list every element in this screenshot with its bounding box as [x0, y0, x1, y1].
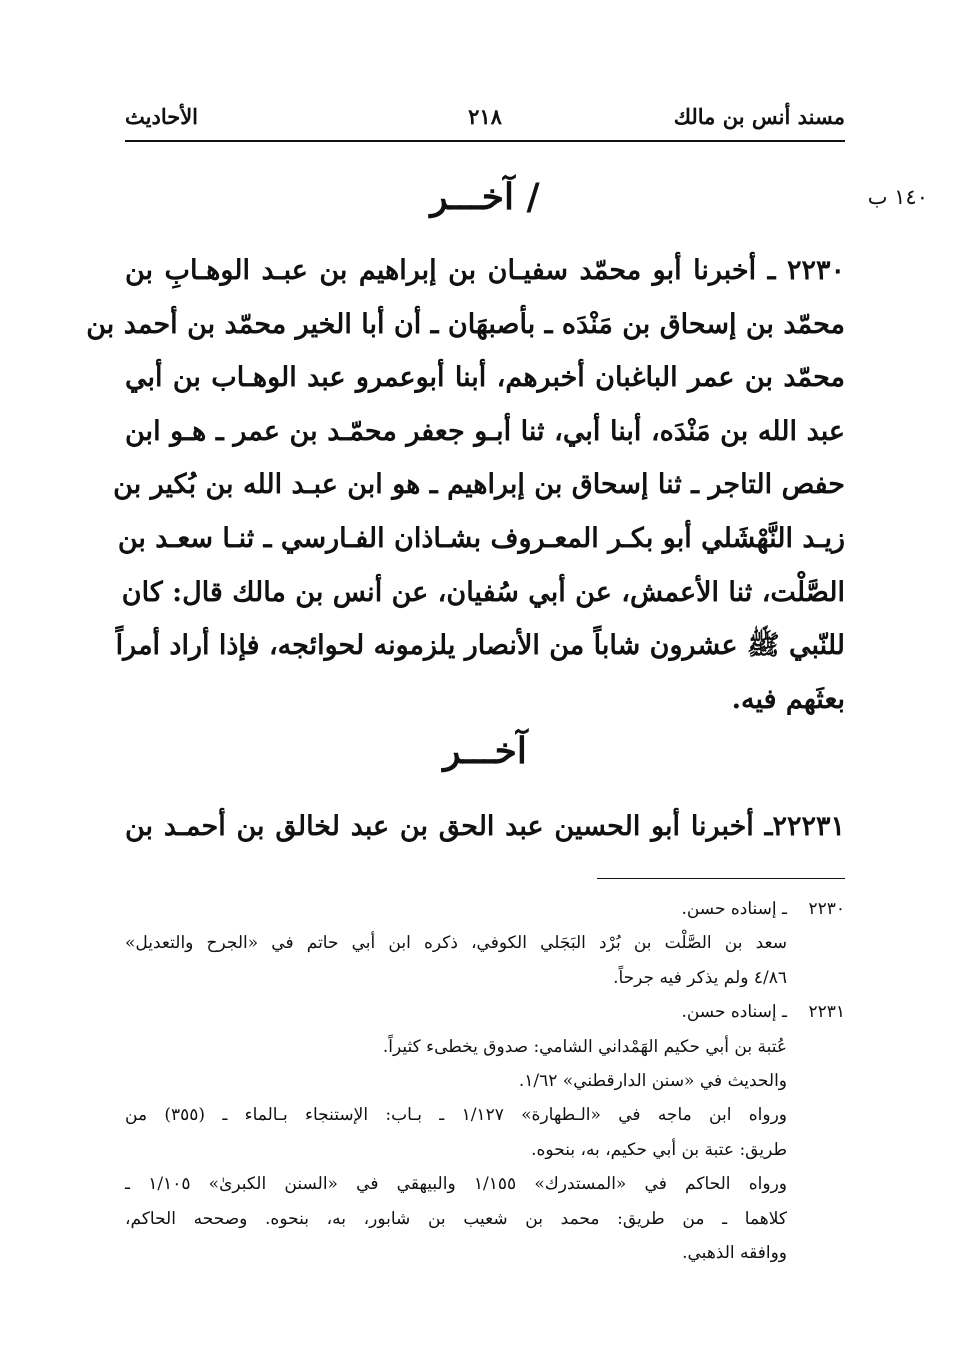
footnote-line: ورواه الحاكم في «المستدرك» ١/١٥٥ والبيهقي في «السنن الكبرىٰ» ١/١٠٥ ـ	[125, 1174, 787, 1195]
text-line: عبد الله بن مَنْدَه، أبنا أبي، ثنا أبـو جعفر محمّـد بن عمر ـ هـو ابن	[125, 415, 845, 447]
footnote-line: طريق: عتبة بن أبي حكيم، به، بنحوه.	[531, 1139, 787, 1160]
text-line: الصَّلْت، ثنا الأعمش، عن أبي سُفيان، عن أنس بن مالك قال: كان	[121, 576, 845, 608]
manuscript-folio-note: ١٤٠ ب	[867, 185, 928, 209]
text-line: ٢٢٢٣١ـ أخبرنا أبو الحسين عبد الحق بن عبد لخالق بن أحمـد بن	[125, 811, 845, 842]
footnote-line: ـ إسناده حسن.	[681, 1002, 787, 1023]
footnote-line: كلاهما ـ من طريق: محمد بن شعيب بن شابور، به، بنحوه. وصححه الحاكم،	[125, 1208, 787, 1229]
text-line: محمّد بن إسحاق بن مَنْدَه ـ بأصبهَان ـ أن أبا الخير محمّد بن أحمد بن	[86, 308, 845, 340]
text-line: بعثَهم فيه.	[731, 683, 845, 715]
hadith-text	[86, 244, 845, 726]
hadith-heading: آخـــر	[443, 730, 527, 772]
header-rule	[125, 140, 845, 142]
text-line: ٢٢٣٠ ـ أخبرنا أبو محمّد سفيـان بن إبراهيم بن عبـد الوهـابِ بن	[125, 255, 845, 286]
page-number: ٢١٨	[468, 104, 502, 129]
hadith-heading: / آخـــر	[430, 176, 540, 218]
footnote-line: عُتبة بن أبي حكيم الهَمْداني الشامي: صدوق يخطىء كثيراً.	[382, 1036, 787, 1057]
text-line: للنّبي ﷺ عشرون شاباً من الأنصار يلزمونه لحوائجه، فإذا أراد أمراً	[115, 630, 845, 662]
book-title: مسند أنس بن مالك	[673, 104, 845, 129]
footnote-number: ٢٢٣١	[808, 1002, 845, 1023]
footnote	[125, 995, 845, 1270]
running-header	[125, 104, 845, 140]
hadith-text	[125, 800, 845, 854]
footnote-rule	[597, 878, 845, 879]
text-line: زيـد النَّهْشَلي أبو بكـر المعـروف بشـاذان الفـارسي ـ ثنـا سعـد بن	[117, 522, 845, 554]
footnote-line: ووافقه الذهبي.	[682, 1243, 787, 1264]
text-line: محمّد بن عمر الباغبان أخبرهم، أبنا أبوعمرو عبد الوهـاب بن أبي	[125, 362, 845, 394]
footnote-line: والحديث في «سنن الدارقطني» ١/٦٢.	[518, 1071, 787, 1092]
footnote-line: ـ إسناده حسن.	[681, 899, 787, 919]
footnote-line: ورواه ابن ماجه في «الـطهارة» ١/١٢٧ ـ بـاب: الإستنجاء بـالماء ـ (٣٥٥) من	[125, 1105, 787, 1126]
footnotes	[125, 892, 845, 1270]
footnote-number: ٢٢٣٠	[808, 899, 845, 919]
footnote-line: سعد بن الصَّلْت بن بُرْد البَجَلي الكوفي، ذكره ابن أبي حاتم في «الجرح والتعديل»	[125, 933, 787, 954]
footnote-line: ٤/٨٦ ولم يذكر فيه جرحاً.	[613, 967, 787, 988]
text-line: حفص التاجر ـ ثنا إسحاق بن إبراهيم ـ هو ابن عبـد الله بن بُكير بن	[113, 469, 845, 501]
footnote	[125, 892, 845, 995]
section-title: الأحاديث	[125, 104, 199, 129]
